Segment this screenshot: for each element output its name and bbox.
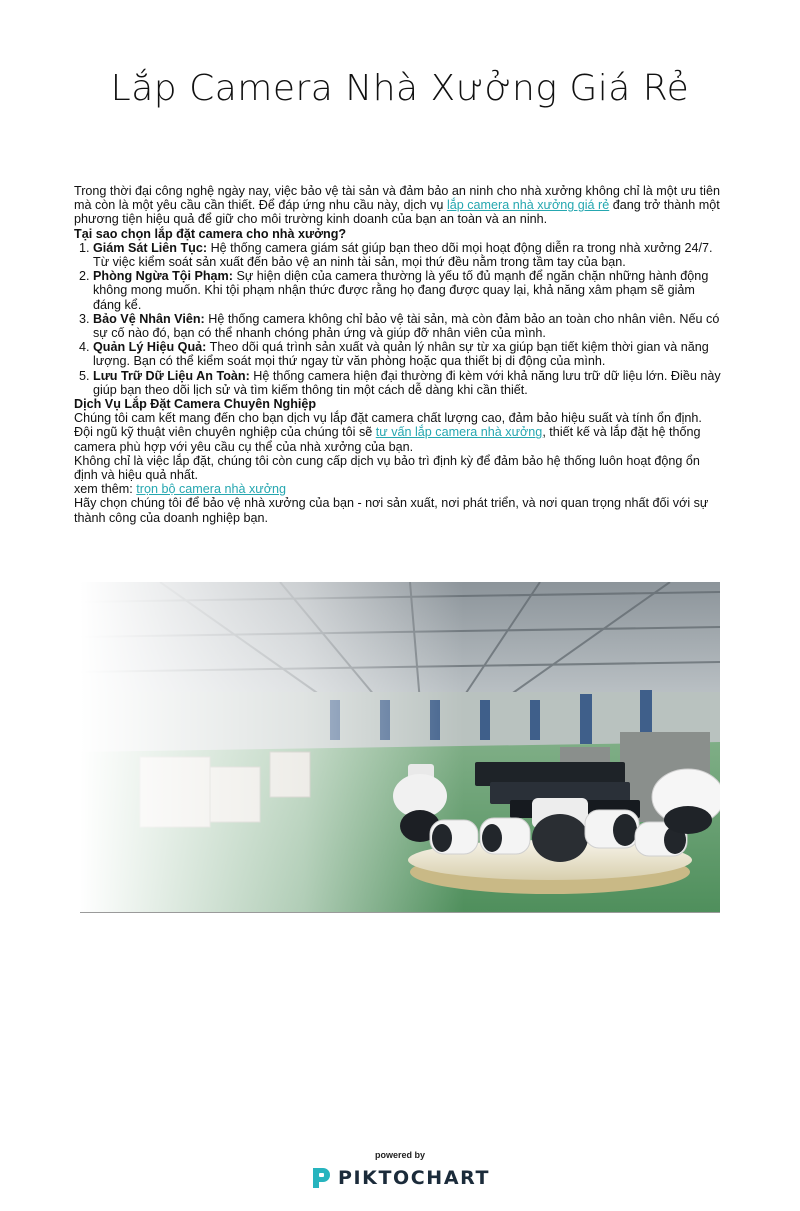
install-cheap-camera-link[interactable]: lắp camera nhà xưởng giá rẻ bbox=[446, 198, 610, 213]
list-item bbox=[93, 312, 726, 340]
closing-paragraph: Hãy chọn chúng tôi để bảo vệ nhà xưởng của bạn - nơi sản xuất, nơi phát triển, và nơi quan trọng nhất đối với sự thành công của doanh nghiệp bạn. bbox=[74, 496, 709, 525]
service-text-before: Đội ngũ kỹ thuật viên chuyên nghiệp của chúng tôi sẽ bbox=[74, 425, 376, 440]
why-heading: Tại sao chọn lắp đặt camera cho nhà xưởng? bbox=[74, 226, 347, 241]
article-body bbox=[74, 184, 726, 525]
piktochart-logo-icon bbox=[310, 1166, 332, 1190]
piktochart-brand-name: PIKTOCHART bbox=[337, 1167, 491, 1189]
bullet-camera bbox=[430, 820, 478, 854]
reasons-list bbox=[74, 241, 726, 397]
see-more-line bbox=[74, 482, 726, 496]
service-heading: Dịch Vụ Lắp Đặt Camera Chuyên Nghiệp bbox=[74, 397, 317, 412]
piktochart-brand-link[interactable] bbox=[310, 1166, 490, 1190]
service-paragraph-2 bbox=[74, 425, 726, 453]
list-item-title: Bảo Vệ Nhân Viên: bbox=[93, 311, 205, 326]
see-more-label: xem thêm: bbox=[74, 482, 137, 497]
list-item-text: Hệ thống camera không chỉ bảo vệ tài sản, mà còn đảm bảo an toàn cho nhân viên. Nếu có sự cố nào đó, bạn có thể nhanh chóng phản ứng và giúp đỡ nhân viên của mình. bbox=[93, 311, 720, 341]
service-text-after: , thiết kế và lắp đặt hệ thống camera phù hợp với yêu cầu cụ thể của nhà xưởng của bạn. bbox=[74, 425, 701, 454]
list-item-title: Lưu Trữ Dữ Liệu An Toàn: bbox=[93, 368, 250, 383]
list-item bbox=[93, 369, 726, 397]
list-item-text: Hệ thống camera giám sát giúp bạn theo dõi mọi hoạt động diễn ra trong nhà xưởng 24/7. Từ việc kiểm soát sản xuất đến bảo vệ an ninh tài sản, mọi thứ đều nằm trong tầm tay của bạn. bbox=[93, 240, 713, 270]
dome-camera bbox=[532, 798, 588, 862]
page-title: Lắp Camera Nhà Xưởng Giá Rẻ bbox=[110, 68, 690, 109]
intro-text-after: đang trở thành một phương tiện hiệu quả để giữ cho môi trường kinh doanh của bạn an toàn và an ninh. bbox=[74, 198, 720, 227]
list-item bbox=[93, 269, 726, 312]
factory-scene-illustration bbox=[80, 582, 720, 912]
intro-paragraph bbox=[74, 184, 726, 227]
list-item-text: Hệ thống camera hiện đại thường đi kèm với khả năng lưu trữ dữ liệu lớn. Điều này giúp bạn theo dõi lịch sử và tìm kiếm thông tin một cách dễ dàng khi cần thiết. bbox=[93, 368, 721, 397]
list-item-text: Theo dõi quá trình sản xuất và quản lý nhân sự từ xa giúp bạn tiết kiệm thời gian và năng lượng. Bạn có thể kiểm soát mọi thứ ngay từ văn phòng hoặc qua thiết bị di động của mình. bbox=[93, 340, 709, 369]
list-item-title: Quản Lý Hiệu Quả: bbox=[93, 340, 207, 355]
factory-camera-image bbox=[80, 582, 720, 913]
list-item-text: Sự hiện diện của camera thường là yếu tố đủ mạnh để ngăn chặn những hành động không mong muốn. Khi tội phạm nhận thức được rằng họ đang được quay lại, khả năng xâm phạm sẽ giảm đáng kể. bbox=[93, 269, 709, 312]
list-item-title: Giám Sát Liên Tục: bbox=[93, 240, 208, 255]
intro-text-before: Trong thời đại công nghệ ngày nay, việc bảo vệ tài sản và đảm bảo an ninh cho nhà xưởng không chỉ là một ưu tiên mà còn là một yêu cầu cần thiết. Để đáp ứng nhu cầu này, dịch vụ bbox=[74, 184, 720, 213]
service-paragraph-3: Không chỉ là việc lắp đặt, chúng tôi còn cung cấp dịch vụ bảo trì định kỳ để đảm bảo hệ thống luôn hoạt động ổn định và hiệu quả nhất. bbox=[74, 453, 700, 483]
bullet-camera bbox=[480, 818, 530, 854]
list-item bbox=[93, 241, 726, 269]
camera-bundle-link[interactable]: trọn bộ camera nhà xưởng bbox=[136, 482, 287, 497]
consult-camera-link[interactable]: tư vấn lắp camera nhà xưởng bbox=[375, 425, 543, 440]
list-item-title: Phòng Ngừa Tội Phạm: bbox=[93, 269, 233, 284]
powered-by-label: powered by bbox=[374, 1150, 425, 1160]
service-paragraph-1: Chúng tôi cam kết mang đến cho bạn dịch vụ lắp đặt camera chất lượng cao, đảm bảo hiệu suất và tính ổn định. bbox=[74, 411, 702, 426]
piktochart-footer bbox=[0, 1150, 800, 1195]
bullet-camera bbox=[585, 810, 639, 848]
list-item bbox=[93, 340, 726, 368]
